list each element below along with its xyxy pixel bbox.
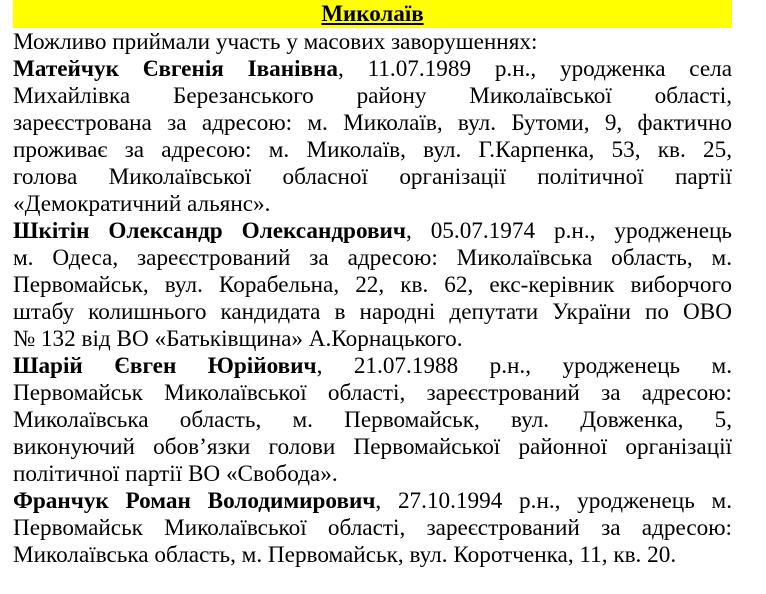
entry-line: м. Одеса, зареєстрований за адресою: Миколаївська область, м. — [13, 245, 732, 271]
entry-line: Миколаївська область, м. Первомайськ, вул. Коротченка, 11, кв. 20. — [13, 542, 677, 568]
entry-line: № 132 від ВО «Батьківщина» А.Корнацького. — [13, 326, 463, 352]
document-page — [13, 0, 732, 569]
entry-line: зареєстрована за адресою: м. Миколаїв, вул. Бутоми, 9, фактично — [13, 110, 732, 136]
person-name: Шкітін Олександр Олександрович — [13, 218, 406, 244]
entry-line: політичної партії ВО «Свобода». — [13, 461, 338, 487]
region-title: Миколаїв — [321, 1, 424, 26]
person-name: Матейчук Євгенія Іванівна — [13, 56, 339, 82]
entry-line: виконуючий обов’язки голови Первомайської районної організації — [13, 434, 732, 460]
entry-line: Первомайськ Миколаївської області, зареєстрований за адресою: — [13, 515, 732, 541]
entry-text: , 27.10.1994 р.н., уродженець м. — [375, 488, 732, 514]
person-name: Франчук Роман Володимирович — [13, 488, 376, 514]
intro-text: Можливо приймали участь у масових заворушеннях: — [13, 29, 538, 55]
entry-line: штабу колишнього кандидата в народні депутати України по ОВО — [13, 299, 732, 325]
entry-line: Михайлівка Березанського району Миколаївської області, — [13, 83, 732, 109]
entry-text: , 21.07.1988 р.н., уродженець м. — [316, 353, 732, 379]
entry-line: проживає за адресою: м. Миколаїв, вул. Г.Карпенка, 53, кв. 25, — [13, 137, 732, 163]
person-name: Шарій Євген Юрійович — [13, 353, 317, 379]
entry-line: Миколаївська область, м. Первомайськ, вул. Довженка, 5, — [13, 407, 732, 433]
person-entry-first-line — [13, 218, 732, 245]
person-entry-first-line — [13, 488, 732, 515]
entry-text: , 05.07.1974 р.н., уродженець — [405, 218, 732, 244]
entry-text: , 11.07.1989 р.н., уродженка села — [338, 56, 733, 82]
entry-line: Первомайськ, вул. Корабельна, 22, кв. 62, екс-керівник виборчого — [13, 272, 732, 298]
person-entry-first-line — [13, 56, 732, 83]
entry-line: «Демократичний альянс». — [13, 191, 271, 217]
entry-line: Первомайськ Миколаївської області, зареєстрований за адресою: — [13, 380, 732, 406]
region-header-band — [13, 0, 732, 28]
person-entry-first-line — [13, 353, 732, 380]
entry-line: голова Миколаївської обласної організації політичної партії — [13, 164, 732, 190]
